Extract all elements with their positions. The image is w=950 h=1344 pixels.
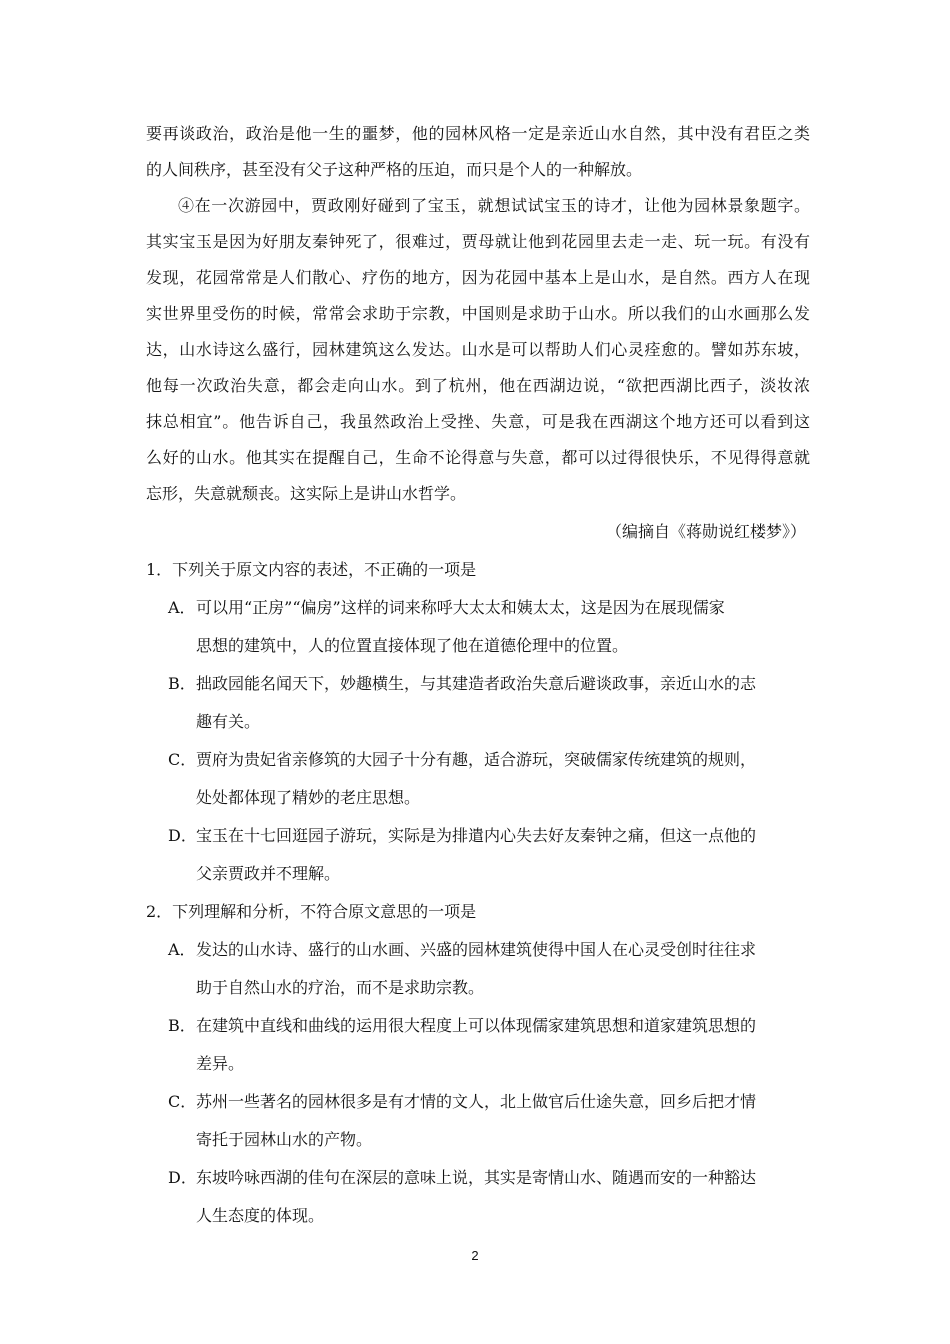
question-stem: 1．下列关于原文内容的表述，不正确的一项是	[146, 560, 477, 579]
option-label: A．	[168, 940, 196, 959]
question-stem: 2．下列理解和分析，不符合原文意思的一项是	[146, 902, 477, 921]
passage-line: 发现，花园常常是人们散心、疗伤的地方，因为花园中基本上是山水，是自然。西方人在现	[146, 268, 810, 287]
option-label: D．	[168, 826, 197, 845]
passage-line: 要再谈政治，政治是他一生的噩梦，他的园林风格一定是亲近山水自然，其中没有君臣之类	[146, 124, 810, 143]
option-text: 贾府为贵妃省亲修筑的大园子十分有趣，适合游玩，突破儒家传统建筑的规则，	[196, 750, 757, 769]
option-text: 助于自然山水的疗治，而不是求助宗教。	[196, 978, 485, 997]
option-label: A．	[168, 598, 196, 617]
option-text: 拙政园能名闻天下，妙趣横生，与其建造者政治失意后避谈政事，亲近山水的志	[196, 674, 757, 693]
passage-line: 达，山水诗这么盛行，园林建筑这么发达。山水是可以帮助人们心灵痊愈的。譬如苏东坡，	[146, 340, 810, 359]
option-text: 趣有关。	[196, 712, 261, 731]
passage-line: 他每一次政治失意，都会走向山水。到了杭州，他在西湖边说，“欲把西湖比西子，淡妆浓	[146, 376, 810, 395]
option-label: B．	[168, 674, 196, 693]
option-text: 发达的山水诗、盛行的山水画、兴盛的园林建筑使得中国人在心灵受创时往往求	[196, 940, 757, 959]
option-text: 在建筑中直线和曲线的运用很大程度上可以体现儒家建筑思想和道家建筑思想的	[196, 1016, 757, 1035]
option-text: 思想的建筑中，人的位置直接体现了他在道德伦理中的位置。	[196, 636, 629, 655]
option-label: C．	[168, 750, 197, 769]
option-text: 可以用“正房”“偏房”这样的词来称呼大太太和姨太太，这是因为在展现儒家	[196, 598, 725, 617]
option-text: 东坡吟咏西湖的佳句在深层的意味上说，其实是寄情山水、随遇而安的一种豁达	[196, 1168, 757, 1187]
page-number: 2	[471, 1248, 479, 1263]
passage-line: 其实宝玉是因为好朋友秦钟死了，很难过，贾母就让他到花园里去走一走、玩一玩。有没有	[146, 232, 810, 251]
passage-line: 的人间秩序，甚至没有父子这种严格的压迫，而只是个人的一种解放。	[146, 160, 643, 179]
option-label: B．	[168, 1016, 196, 1035]
passage-line: 实世界里受伤的时候，常常会求助于宗教，中国则是求助于山水。所以我们的山水画那么发	[146, 304, 810, 323]
passage-source: （编摘自《蒋勋说红楼梦》）	[605, 522, 806, 541]
option-text: 差异。	[196, 1054, 245, 1073]
option-text: 父亲贾政并不理解。	[196, 864, 341, 883]
option-label: D．	[168, 1168, 197, 1187]
option-label: C．	[168, 1092, 197, 1111]
passage-line: 抹总相宜”。他告诉自己，我虽然政治上受挫、失意，可是我在西湖这个地方还可以看到这	[146, 412, 810, 431]
option-text: 处处都体现了精妙的老庄思想。	[196, 788, 421, 807]
passage-line: ④在一次游园中，贾政刚好碰到了宝玉，就想试试宝玉的诗才，让他为园林景象题字。	[178, 196, 810, 215]
passage-line: 么好的山水。他其实在提醒自己，生命不论得意与失意，都可以过得很快乐，不见得得意就	[146, 448, 810, 467]
passage-line: 忘形，失意就颓丧。这实际上是讲山水哲学。	[146, 484, 467, 503]
option-text: 苏州一些著名的园林很多是有才情的文人，北上做官后仕途失意，回乡后把才情	[196, 1092, 757, 1111]
option-text: 人生态度的体现。	[196, 1206, 325, 1225]
option-text: 宝玉在十七回逛园子游玩，实际是为排遣内心失去好友秦钟之痛，但这一点他的	[196, 826, 757, 845]
option-text: 寄托于园林山水的产物。	[196, 1130, 373, 1149]
